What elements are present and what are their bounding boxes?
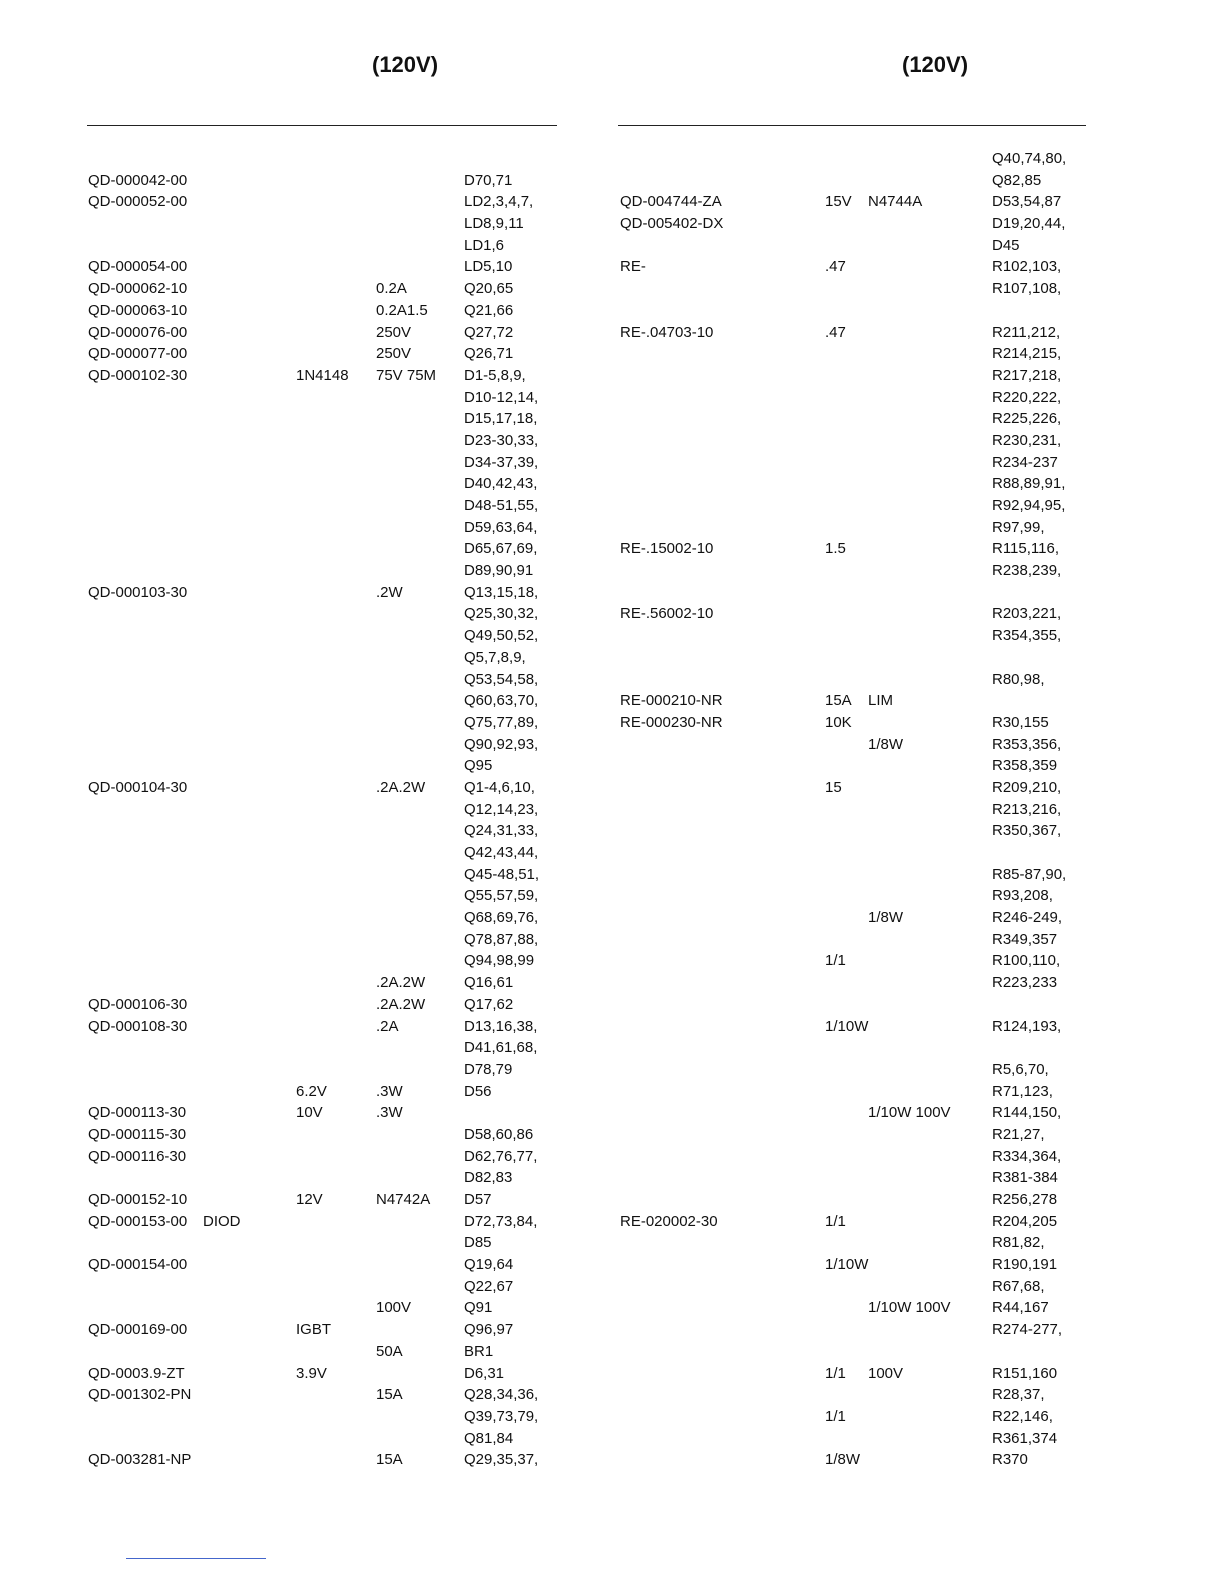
part-number: QD-000103-30 <box>88 583 188 601</box>
part-row <box>0 1037 1224 1059</box>
part-refs: R102,103, <box>992 258 1062 276</box>
part-row <box>0 669 1224 691</box>
part-rating: 1/10W 100V <box>868 1299 951 1317</box>
part-number: QD-000104-30 <box>88 778 188 796</box>
part-refs: Q12,14,23, <box>464 800 539 818</box>
part-refs: R256,278 <box>992 1191 1058 1208</box>
part-refs: Q78,87,88, <box>464 930 539 948</box>
part-refs: R213,216, <box>992 800 1062 818</box>
part-refs: D41,61,68, <box>464 1039 538 1057</box>
part-row <box>0 1276 1224 1298</box>
part-refs: R211,212, <box>992 323 1061 341</box>
part-row <box>0 972 1224 994</box>
part-refs: Q53,54,58, <box>464 670 539 688</box>
part-row <box>0 148 1224 170</box>
part-refs: R353,356, <box>992 735 1062 753</box>
part-refs: D40,42,43, <box>464 475 538 493</box>
left-header-title: (120V) <box>372 52 439 77</box>
part-refs: Q94,98,99 <box>464 952 535 970</box>
part-number: QD-000076-00 <box>88 323 188 341</box>
part-refs: D59,63,64, <box>464 518 538 536</box>
part-number: QD-000115-30 <box>88 1125 187 1143</box>
part-number: QD-000154-00 <box>88 1256 188 1274</box>
part-number: QD-001302-PN <box>88 1386 192 1404</box>
part-refs: Q55,57,59, <box>464 887 539 905</box>
part-row <box>0 1406 1224 1428</box>
part-row <box>0 365 1224 387</box>
part-number: QD-000102-30 <box>88 366 188 384</box>
right-header-title: (120V) <box>902 52 969 77</box>
part-row <box>0 929 1224 951</box>
part-value: 1/1 <box>825 1212 846 1230</box>
part-row <box>0 1297 1224 1319</box>
part-number: RE-000230-NR <box>620 713 723 731</box>
part-value: 15V <box>825 193 852 211</box>
right-parts-list <box>0 148 1224 1471</box>
part-row <box>0 1232 1224 1254</box>
part-refs: R44,167 <box>992 1299 1049 1317</box>
part-number: QD-000063-10 <box>88 301 188 319</box>
part-row <box>0 213 1224 235</box>
part-refs: LD8,9,11 <box>464 215 524 233</box>
part-refs: D53,54,87 <box>992 193 1062 211</box>
part-number: QD-000116-30 <box>88 1147 187 1165</box>
part-refs: Q1-4,6,10, <box>464 778 535 796</box>
part-refs: LD1,6 <box>464 236 505 254</box>
part-refs: R93,208, <box>992 887 1053 905</box>
part-rating: 250V <box>376 345 412 363</box>
part-row <box>0 1428 1224 1450</box>
part-row <box>0 582 1224 604</box>
part-row <box>0 690 1224 712</box>
part-rating: 1/10W 100V <box>868 1104 951 1122</box>
part-rating: 100V <box>868 1364 904 1382</box>
part-row <box>0 278 1224 300</box>
part-value: 3.9V <box>296 1364 327 1382</box>
part-refs: R28,37, <box>992 1386 1045 1404</box>
part-rating: 1/8W <box>868 735 904 753</box>
part-refs: Q24,31,33, <box>464 822 539 840</box>
part-rating: .2A <box>376 1017 399 1035</box>
part-refs: R217,218, <box>992 366 1062 384</box>
part-refs: R107,108, <box>992 280 1062 298</box>
part-number: QD-000042-00 <box>88 171 188 189</box>
part-value: 1N4148 <box>296 366 349 384</box>
part-refs: R274-277, <box>992 1321 1063 1339</box>
part-refs: Q81,84 <box>464 1429 514 1447</box>
part-refs: R381-384 <box>992 1169 1058 1187</box>
part-refs: D15,17,18, <box>464 410 538 428</box>
part-refs: R334,364, <box>992 1147 1062 1165</box>
part-refs: R81,82, <box>992 1234 1045 1252</box>
part-row <box>0 625 1224 647</box>
part-refs: Q82,85 <box>992 171 1042 189</box>
part-refs: Q29,35,37, <box>464 1451 539 1469</box>
part-refs: D19,20,44, <box>992 215 1066 233</box>
part-refs: R5,6,70, <box>992 1060 1049 1078</box>
part-number: RE-000210-NR <box>620 692 723 710</box>
part-rating: 100V <box>376 1299 412 1317</box>
part-value: 1/10W <box>825 1256 869 1274</box>
part-refs: R234-237 <box>992 453 1058 471</box>
part-refs: R238,239, <box>992 562 1062 580</box>
part-row <box>0 734 1224 756</box>
part-refs: R190,191 <box>992 1256 1058 1274</box>
part-row <box>0 950 1224 972</box>
part-refs: R230,231, <box>992 431 1062 449</box>
part-row <box>0 1254 1224 1276</box>
part-row <box>0 1146 1224 1168</box>
part-type: DIOD <box>203 1212 241 1230</box>
part-refs: R97,99, <box>992 518 1045 536</box>
part-refs: Q22,67 <box>464 1277 514 1295</box>
part-refs: R214,215, <box>992 345 1062 363</box>
part-row <box>0 322 1224 344</box>
part-refs: R203,221, <box>992 605 1062 623</box>
part-refs: Q13,15,18, <box>464 583 539 601</box>
part-rating: .2A.2W <box>376 974 426 992</box>
part-refs: Q75,77,89, <box>464 713 539 731</box>
part-row <box>0 1016 1224 1038</box>
part-refs: Q5,7,8,9, <box>464 648 526 666</box>
part-rating: .2W <box>376 583 403 601</box>
part-refs: R67,68, <box>992 1277 1045 1295</box>
part-refs: Q95 <box>464 757 493 775</box>
part-row <box>0 842 1224 864</box>
part-refs: D72,73,84, <box>464 1212 538 1230</box>
part-rating: 0.2A1.5 <box>376 301 428 319</box>
part-value: 15A <box>825 692 852 710</box>
part-number: QD-005402-DX <box>620 215 724 233</box>
part-number: QD-000153-00 <box>88 1212 188 1230</box>
part-row <box>0 1449 1224 1471</box>
part-value: IGBT <box>296 1321 332 1339</box>
part-refs: R209,210, <box>992 778 1062 796</box>
part-number: RE-020002-30 <box>620 1212 718 1230</box>
part-value: 6.2V <box>296 1082 327 1100</box>
part-refs: Q26,71 <box>464 345 514 363</box>
part-refs: D85 <box>464 1234 492 1252</box>
part-number: QD-000106-30 <box>88 995 188 1013</box>
part-rating: .3W <box>376 1104 403 1122</box>
part-value: 1/8W <box>825 1451 861 1469</box>
part-refs: Q17,62 <box>464 995 514 1013</box>
part-row <box>0 408 1224 430</box>
part-row <box>0 777 1224 799</box>
part-refs: R124,193, <box>992 1017 1062 1035</box>
part-refs: Q39,73,79, <box>464 1407 539 1425</box>
part-refs: D62,76,77, <box>464 1147 538 1165</box>
part-row <box>0 1189 1224 1211</box>
part-refs: Q68,69,76, <box>464 909 539 927</box>
part-row <box>0 864 1224 886</box>
part-refs: Q28,34,36, <box>464 1386 539 1404</box>
part-row <box>0 191 1224 213</box>
part-row <box>0 755 1224 777</box>
part-refs: Q60,63,70, <box>464 692 539 710</box>
part-value: 1/1 <box>825 1364 846 1382</box>
part-refs: BR1 <box>464 1342 494 1360</box>
part-refs: D82,83 <box>464 1169 513 1187</box>
part-row <box>0 1102 1224 1124</box>
part-number: QD-000077-00 <box>88 345 188 363</box>
part-row <box>0 452 1224 474</box>
part-refs: R204,205 <box>992 1212 1058 1230</box>
part-rating: N4742A <box>376 1191 431 1208</box>
part-value: 10K <box>825 713 852 731</box>
part-refs: Q25,30,32, <box>464 605 539 623</box>
part-refs: R100,110, <box>992 952 1061 970</box>
part-rating: 75V 75M <box>376 366 437 384</box>
part-row <box>0 256 1224 278</box>
part-number: QD-003281-NP <box>88 1451 192 1469</box>
part-rating: 15A <box>376 1386 403 1404</box>
part-refs: R370 <box>992 1451 1028 1469</box>
part-refs: R88,89,91, <box>992 475 1066 493</box>
part-refs: Q90,92,93, <box>464 735 539 753</box>
part-refs: Q96,97 <box>464 1321 514 1339</box>
part-rating: 50A <box>376 1342 403 1360</box>
part-refs: Q20,65 <box>464 280 514 298</box>
part-refs: Q16,61 <box>464 974 514 992</box>
part-row <box>0 473 1224 495</box>
part-refs: D10-12,14, <box>464 388 539 406</box>
part-row <box>0 300 1224 322</box>
part-number: QD-0003.9-ZT <box>88 1364 185 1382</box>
part-row <box>0 430 1224 452</box>
part-rating: 250V <box>376 323 412 341</box>
part-rating: .2A.2W <box>376 778 426 796</box>
part-number: RE- <box>620 258 646 276</box>
part-refs: R349,357 <box>992 930 1058 948</box>
part-row <box>0 1341 1224 1363</box>
part-rating: 0.2A <box>376 280 407 298</box>
part-refs: Q27,72 <box>464 323 514 341</box>
part-refs: LD2,3,4,7, <box>464 193 534 211</box>
part-value: .47 <box>825 323 846 341</box>
part-row <box>0 1124 1224 1146</box>
part-row <box>0 1384 1224 1406</box>
part-row <box>0 1059 1224 1081</box>
part-refs: Q45-48,51, <box>464 865 540 883</box>
part-row <box>0 885 1224 907</box>
part-row <box>0 235 1224 257</box>
part-refs: D70,71 <box>464 171 513 189</box>
part-refs: LD5,10 <box>464 258 513 276</box>
part-refs: R71,123, <box>992 1082 1053 1100</box>
part-row <box>0 517 1224 539</box>
part-refs: D45 <box>992 236 1020 254</box>
part-rating: 1/8W <box>868 909 904 927</box>
part-number: QD-004744-ZA <box>620 193 722 211</box>
part-rating: N4744A <box>868 193 923 211</box>
part-refs: Q19,64 <box>464 1256 514 1274</box>
part-refs: D56 <box>464 1082 492 1100</box>
part-number: QD-000152-10 <box>88 1191 188 1208</box>
part-number: QD-000113-30 <box>88 1104 187 1122</box>
part-refs: D48-51,55, <box>464 497 539 514</box>
part-rating: .3W <box>376 1082 403 1100</box>
part-refs: R354,355, <box>992 627 1062 645</box>
part-refs: R92,94,95, <box>992 497 1066 514</box>
part-row <box>0 1319 1224 1341</box>
part-row <box>0 994 1224 1016</box>
part-refs: D23-30,33, <box>464 431 539 449</box>
part-refs: D89,90,91 <box>464 562 534 580</box>
bottom-link-line <box>126 1558 266 1559</box>
part-value: 10V <box>296 1104 323 1122</box>
part-row <box>0 799 1224 821</box>
part-refs: R115,116, <box>992 540 1059 558</box>
part-number: QD-000108-30 <box>88 1017 188 1035</box>
part-refs: R144,150, <box>992 1104 1062 1122</box>
part-value: 1.5 <box>825 540 846 558</box>
part-refs: R151,160 <box>992 1364 1058 1382</box>
part-value: 1/1 <box>825 1407 846 1425</box>
part-row <box>0 387 1224 409</box>
part-number: RE-.04703-10 <box>620 323 714 341</box>
part-row <box>0 495 1224 517</box>
part-row <box>0 820 1224 842</box>
part-refs: Q49,50,52, <box>464 627 539 645</box>
part-refs: D6,31 <box>464 1364 505 1382</box>
part-refs: R21,27, <box>992 1125 1045 1143</box>
part-number: RE-.56002-10 <box>620 605 714 623</box>
part-value: 1/1 <box>825 952 846 970</box>
left-divider <box>87 125 557 126</box>
part-refs: R22,146, <box>992 1407 1053 1425</box>
part-refs: R350,367, <box>992 822 1062 840</box>
part-number: QD-000054-00 <box>88 258 188 276</box>
part-number: QD-000169-00 <box>88 1321 188 1339</box>
part-refs: R358,359 <box>992 757 1058 775</box>
part-rating: 15A <box>376 1451 403 1469</box>
part-row <box>0 712 1224 734</box>
part-row <box>0 603 1224 625</box>
part-refs: R220,222, <box>992 388 1062 406</box>
part-number: QD-000062-10 <box>88 280 188 298</box>
part-row <box>0 1211 1224 1233</box>
part-value: 15 <box>825 778 842 796</box>
part-refs: D78,79 <box>464 1060 513 1078</box>
right-divider <box>618 125 1086 126</box>
part-refs: Q42,43,44, <box>464 844 539 861</box>
part-refs: D34-37,39, <box>464 453 539 471</box>
part-rating: .2A.2W <box>376 995 426 1013</box>
part-refs: D58,60,86 <box>464 1125 534 1143</box>
part-refs: D13,16,38, <box>464 1017 538 1035</box>
part-row <box>0 907 1224 929</box>
part-row <box>0 343 1224 365</box>
part-refs: D57 <box>464 1191 492 1208</box>
part-row <box>0 560 1224 582</box>
part-row <box>0 1363 1224 1385</box>
part-refs: R80,98, <box>992 670 1045 688</box>
part-refs: D65,67,69, <box>464 540 538 558</box>
part-row <box>0 538 1224 560</box>
part-rating: LIM <box>868 692 894 710</box>
part-row <box>0 1081 1224 1103</box>
part-number: QD-000052-00 <box>88 193 188 211</box>
part-number: RE-.15002-10 <box>620 540 714 558</box>
part-refs: R85-87,90, <box>992 865 1067 883</box>
part-refs: R361,374 <box>992 1429 1058 1447</box>
part-refs: Q91 <box>464 1299 493 1317</box>
part-value: 1/10W <box>825 1017 869 1035</box>
part-refs: Q40,74,80, <box>992 150 1067 167</box>
part-value: .47 <box>825 258 846 276</box>
part-refs: R225,226, <box>992 410 1062 428</box>
part-refs: D1-5,8,9, <box>464 366 526 384</box>
part-row <box>0 1167 1224 1189</box>
part-refs: R30,155 <box>992 713 1049 731</box>
part-row <box>0 647 1224 669</box>
part-row <box>0 170 1224 192</box>
part-value: 12V <box>296 1191 323 1208</box>
part-refs: Q21,66 <box>464 301 514 319</box>
part-refs: R223,233 <box>992 974 1058 992</box>
part-refs: R246-249, <box>992 909 1063 927</box>
